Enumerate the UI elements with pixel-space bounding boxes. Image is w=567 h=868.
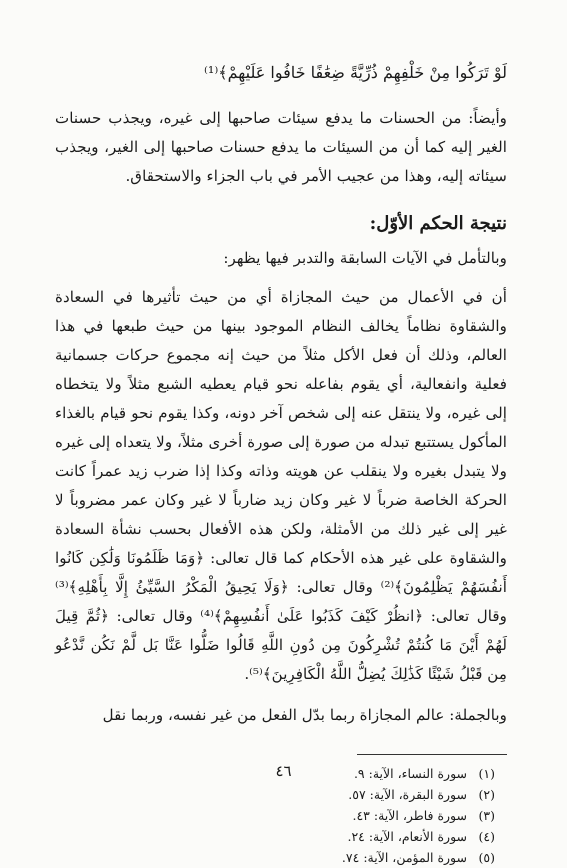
- page-number: ٤٦: [275, 762, 292, 780]
- quran-verse-top: لَوْ تَرَكُوا مِنْ خَلْفِهِمْ ذُرِّيَّةً ضِعَٰفًا خَافُوا عَلَيْهِمْ﴾⁽¹⁾: [203, 63, 507, 82]
- footnote-number: (١): [478, 766, 495, 781]
- footnote-text: سورة البقرة، الآية: ٥٧.: [348, 787, 467, 802]
- section-heading: نتيجة الحكم الأوّل:: [369, 213, 507, 234]
- footnote-text: سورة الأنعام، الآية: ٢٤.: [347, 829, 467, 844]
- paragraph-2: أن في الأعمال من حيث المجازاة أي من حيث تأثيرها في السعادة والشقاوة نظاماً يخالف النظام الموجود بينها من حيث طبعها في هذا العالم، وذلك أن فعل الأكل مثلاً من حيث إنه مجموع حركات جسمانية فعلية وانفعالية، أي يقوم بفاعله نحو قيام يعطيه الشبع مثلاً ولا يتخطاه إلى غيره، ولا ينتقل عنه إلى شخص آخر دونه، وكذا يقوم نحو قيام بالغذاء المأكول يستتبع تبدله من صورة إلى صورة أخرى مثلاً، ولا يتعداه إلى غيره ولا يتبدل بغيره ولا ينقلب عن هويته وذاته وكذا إذا ضرب زيد عمراً كانت الحركة الخاصة ضرباً لا غير وكان زيد ضارباً لا غير وكان عمر مضروباً لا غير إلى غير ذلك من الأمثلة، ولكن هذه الأفعال بحسب نشأة السعادة والشقاوة على غير هذه الأحكام كما قال تعالى: ﴿وَمَا ظَلَمُونَا وَلَٰكِن كَانُوا أَنفُسَهُمْ يَظْلِمُونَ﴾⁽²⁾ وقال تعالى: ﴿وَلَا يَحِيقُ الْمَكْرُ السَّيِّئُ إِلَّا بِأَهْلِهِ﴾⁽³⁾ وقال تعالى: ﴿انظُرْ كَيْفَ كَذَبُوا عَلَىٰ أَنفُسِهِمْ﴾⁽⁴⁾ وقال تعالى: ﴿ثُمَّ قِيلَ لَهُمْ أَيْنَ مَا كُنتُمْ تُشْرِكُونَ مِن دُونِ اللَّهِ قَالُوا ضَلُّوا عَنَّا بَل لَّمْ نَكُن نَّدْعُو مِن قَبْلُ شَيْئًا كَذَٰلِكَ يُضِلُّ اللَّهُ الْكَافِرِينَ﴾⁽⁵⁾.: [55, 288, 507, 683]
- footnote-item: [55, 826, 495, 847]
- footnote-item: [55, 784, 495, 805]
- footnote-number: (٣): [478, 808, 495, 823]
- footnote-number: (٢): [478, 787, 495, 802]
- footnote-item: [55, 805, 495, 826]
- footnote-text: سورة فاطر، الآية: ٤٣.: [352, 808, 467, 823]
- intro-line: وبالتأمل في الآيات السابقة والتدبر فيها يظهر:: [223, 249, 507, 267]
- paragraph-1: وأيضاً: من الحسنات ما يدفع سيئات صاحبها إلى غيره، ويجذب حسنات الغير إليه كما أن من السيئات ما يدفع حسنات صاحبها إلى الغير، ويجذب سيئاته إليه، وهذا من عجيب الأمر في باب الجزاء والاستحقاق.: [55, 109, 507, 185]
- footnote-item: [55, 847, 495, 868]
- footnote-text: سورة النساء، الآية: ٩.: [353, 766, 467, 781]
- footnote-text: سورة المؤمن، الآية: ٧٤.: [341, 850, 467, 865]
- footnote-number: (٥): [478, 850, 495, 865]
- footnote-number: (٤): [478, 829, 495, 844]
- footnote-separator: [357, 754, 507, 755]
- paragraph-3: وبالجملة: عالم المجازاة ربما بدّل الفعل من غير نفسه، وربما نقل: [102, 706, 507, 724]
